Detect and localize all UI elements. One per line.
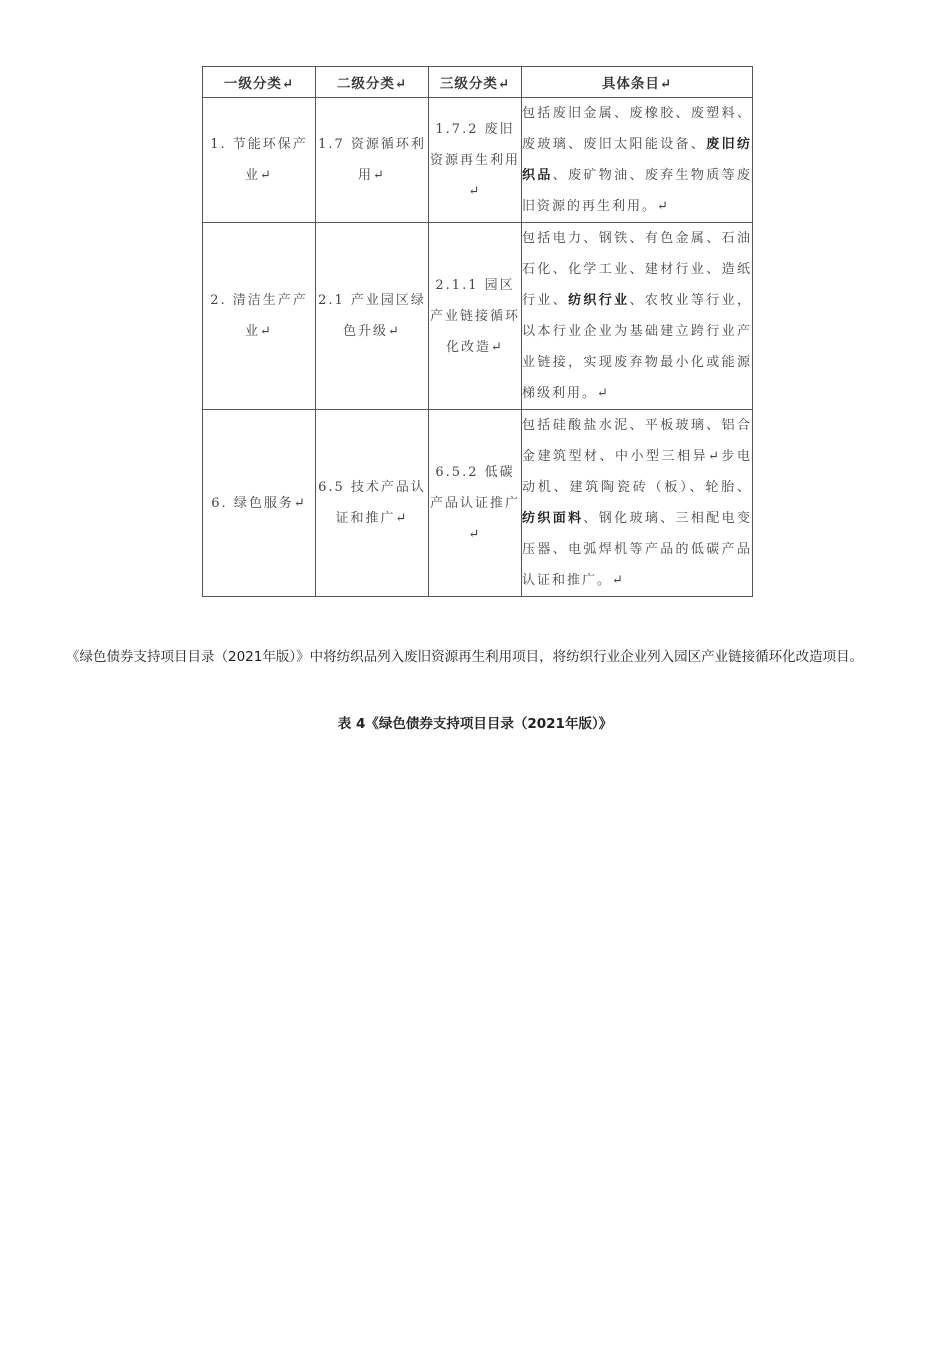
cell-detail bbox=[522, 98, 753, 223]
detail-highlight: 废旧纺织品 bbox=[522, 137, 752, 183]
cell-level1: 1. 节能环保产业↵ bbox=[203, 98, 316, 223]
cell-level2: 2.1 产业园区绿色升级↵ bbox=[316, 223, 429, 410]
cell-level2: 1.7 资源循环利用↵ bbox=[316, 98, 429, 223]
header-level3: 三级分类↵ bbox=[429, 67, 522, 98]
header-detail: 具体条目↵ bbox=[522, 67, 753, 98]
cell-level2: 6.5 技术产品认证和推广↵ bbox=[316, 410, 429, 597]
detail-text: 、废矿物油、废弃生物质等废旧资源的再生利用。↵ bbox=[522, 168, 752, 214]
cell-detail bbox=[522, 410, 753, 597]
detail-text: 、钢化玻璃、三相配电变压器、电弧焊机等产品的低碳产品认证和推广。↵ bbox=[522, 511, 752, 588]
cell-level3: 6.5.2 低碳产品认证推广↵ bbox=[429, 410, 522, 597]
cell-level1: 6. 绿色服务↵ bbox=[203, 410, 316, 597]
body-paragraph: 《绿色债券支持项目目录（2021年版）》中将纺织品列入废旧资源再生利用项目，将纺织行业企业列入园区产业链接循环化改造项目。 bbox=[66, 648, 864, 665]
detail-text: 、农牧业等行业，以本行业企业为基础建立跨行业产业链接，实现废弃物最小化或能源梯级利用。↵ bbox=[522, 293, 752, 401]
cell-level3: 1.7.2 废旧资源再生利用↵ bbox=[429, 98, 522, 223]
cell-level1: 2. 清洁生产产业↵ bbox=[203, 223, 316, 410]
catalog-table bbox=[202, 66, 753, 597]
header-level2: 二级分类↵ bbox=[316, 67, 429, 98]
detail-highlight: 纺织面料 bbox=[522, 511, 584, 526]
detail-text: 包括废旧金属、废橡胶、废塑料、废玻璃、废旧太阳能设备、 bbox=[522, 106, 752, 152]
table-row bbox=[203, 98, 753, 223]
table-caption: 表 4《绿色债券支持项目目录（2021年版）》 bbox=[337, 716, 613, 732]
table-row bbox=[203, 410, 753, 597]
detail-text: 包括电力、钢铁、有色金属、石油石化、化学工业、建材行业、造纸行业、 bbox=[522, 231, 752, 308]
table-header-row bbox=[203, 67, 753, 98]
cell-detail bbox=[522, 223, 753, 410]
header-level1: 一级分类↵ bbox=[203, 67, 316, 98]
table-row bbox=[203, 223, 753, 410]
catalog-table-wrapper bbox=[202, 66, 752, 597]
detail-text: 包括硅酸盐水泥、平板玻璃、铝合金建筑型材、中小型三相异↵步电动机、建筑陶瓷砖（板）、轮胎、 bbox=[522, 418, 752, 495]
cell-level3: 2.1.1 园区产业链接循环化改造↵ bbox=[429, 223, 522, 410]
detail-highlight: 纺织行业 bbox=[568, 293, 630, 308]
